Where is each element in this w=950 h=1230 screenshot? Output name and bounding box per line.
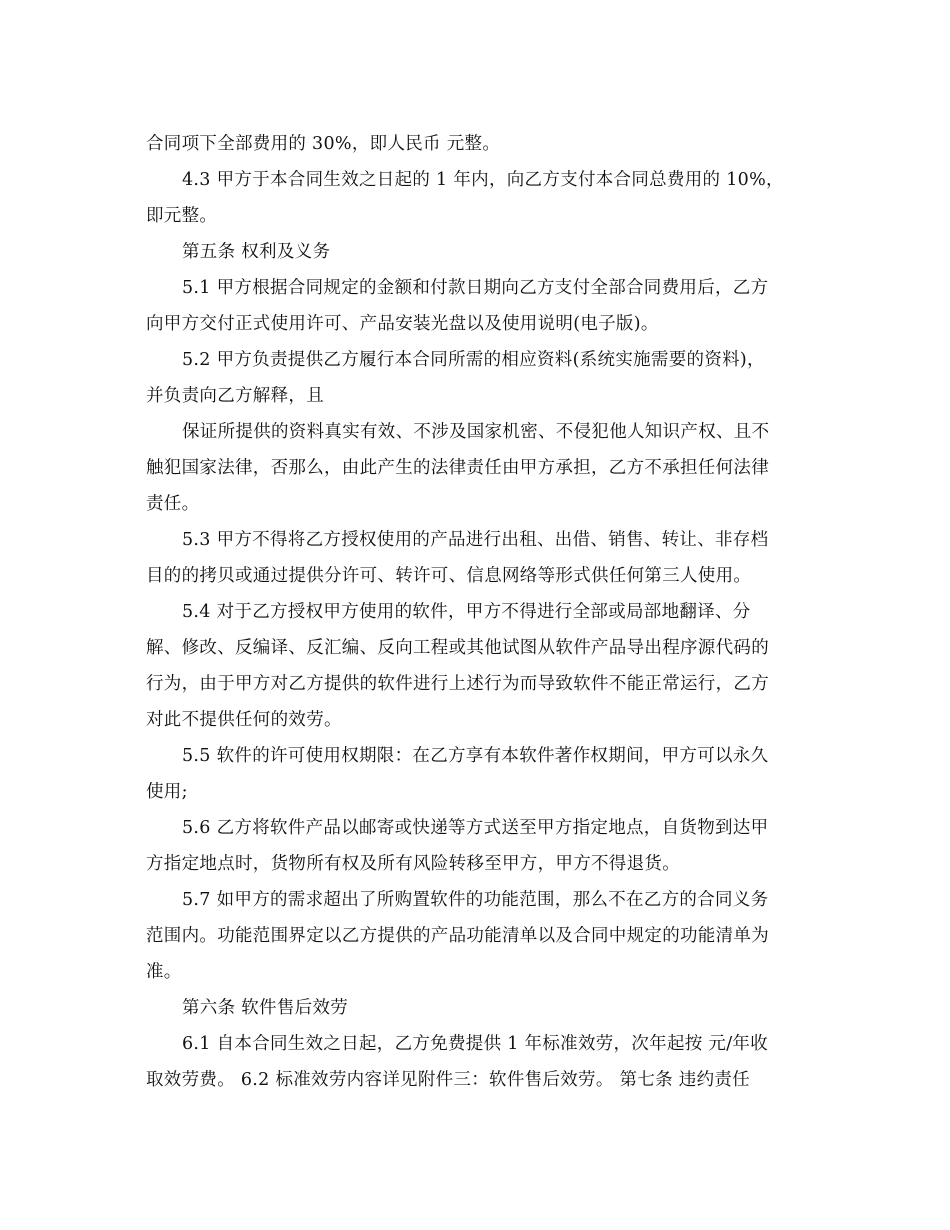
paragraph-clause-6-1 [146,1026,806,1098]
text-line: 合同项下全部费用的 30%，即人民币 元整。 [146,134,501,154]
text-line: 5.4 对于乙方授权甲方使用的软件，甲方不得进行全部或局部地翻译、分 [182,602,751,622]
text-line: 对此不提供任何的效劳。 [146,710,342,730]
text-line: 方指定地点时，货物所有权及所有风险转移至甲方，甲方不得退货。 [146,854,680,874]
text-line: 保证所提供的资料真实有效、不涉及国家机密、不侵犯他人知识产权、且不 [182,422,770,442]
text-line: 向甲方交付正式使用许可、产品安装光盘以及使用说明(电子版)。 [146,314,659,334]
text-line: 准。 [146,962,182,982]
text-line: 5.1 甲方根据合同规定的金额和付款日期向乙方支付全部合同费用后，乙方 [182,278,769,298]
text-line: 5.6 乙方将软件产品以邮寄或快递等方式送至甲方指定地点，自货物到达甲 [182,818,769,838]
paragraph-clause-5-1 [146,270,806,342]
text-line: 行为，由于甲方对乙方提供的软件进行上述行为而导致软件不能正常运行，乙方 [146,674,769,694]
text-line: 第六条 软件售后效劳 [182,998,349,1018]
text-line: 4.3 甲方于本合同生效之日起的 1 年内，向乙方支付本合同总费用的 10%， [182,170,784,190]
text-line: 责任。 [146,494,200,514]
paragraph-clause-5-2-continued [146,414,806,522]
text-line: 目的的拷贝或通过提供分许可、转许可、信息网络等形式供任何第三人使用。 [146,566,752,586]
text-line: 并负责向乙方解释，且 [146,386,324,406]
text-line: 取效劳费。 6.2 标准效劳内容详见附件三：软件售后效劳。 第七条 违约责任 [146,1070,750,1090]
paragraph-clause-4-3 [146,162,806,234]
paragraph-clause-5-4 [146,594,806,738]
heading-article-5 [146,234,806,270]
text-line: 6.1 自本合同生效之日起，乙方免费提供 1 年标准效劳，次年起按 元/年收 [182,1034,769,1054]
paragraph-clause-5-3 [146,522,806,594]
text-line: 触犯国家法律，否那么，由此产生的法律责任由甲方承担，乙方不承担任何法律 [146,458,769,478]
text-line: 第五条 权利及义务 [182,242,331,262]
heading-article-6 [146,990,806,1026]
paragraph-payment-30-percent [146,126,806,162]
text-line: 5.5 软件的许可使用权期限：在乙方享有本软件著作权期间，甲方可以永久 [182,746,769,766]
text-line: 即元整。 [146,206,218,226]
text-line: 5.7 如甲方的需求超出了所购置软件的功能范围，那么不在乙方的合同义务 [182,890,769,910]
paragraph-clause-5-5 [146,738,806,810]
document-body [146,126,806,1098]
text-line: 使用; [146,782,188,802]
text-line: 5.3 甲方不得将乙方授权使用的产品进行出租、出借、销售、转让、非存档 [182,530,769,550]
paragraph-clause-5-2 [146,342,806,414]
text-line: 5.2 甲方负责提供乙方履行本合同所需的相应资料(系统实施需要的资料)， [182,350,765,370]
text-line: 解、修改、反编译、反汇编、反向工程或其他试图从软件产品导出程序源代码的 [146,638,769,658]
text-line: 范围内。功能范围界定以乙方提供的产品功能清单以及合同中规定的功能清单为 [146,926,769,946]
paragraph-clause-5-6 [146,810,806,882]
paragraph-clause-5-7 [146,882,806,990]
